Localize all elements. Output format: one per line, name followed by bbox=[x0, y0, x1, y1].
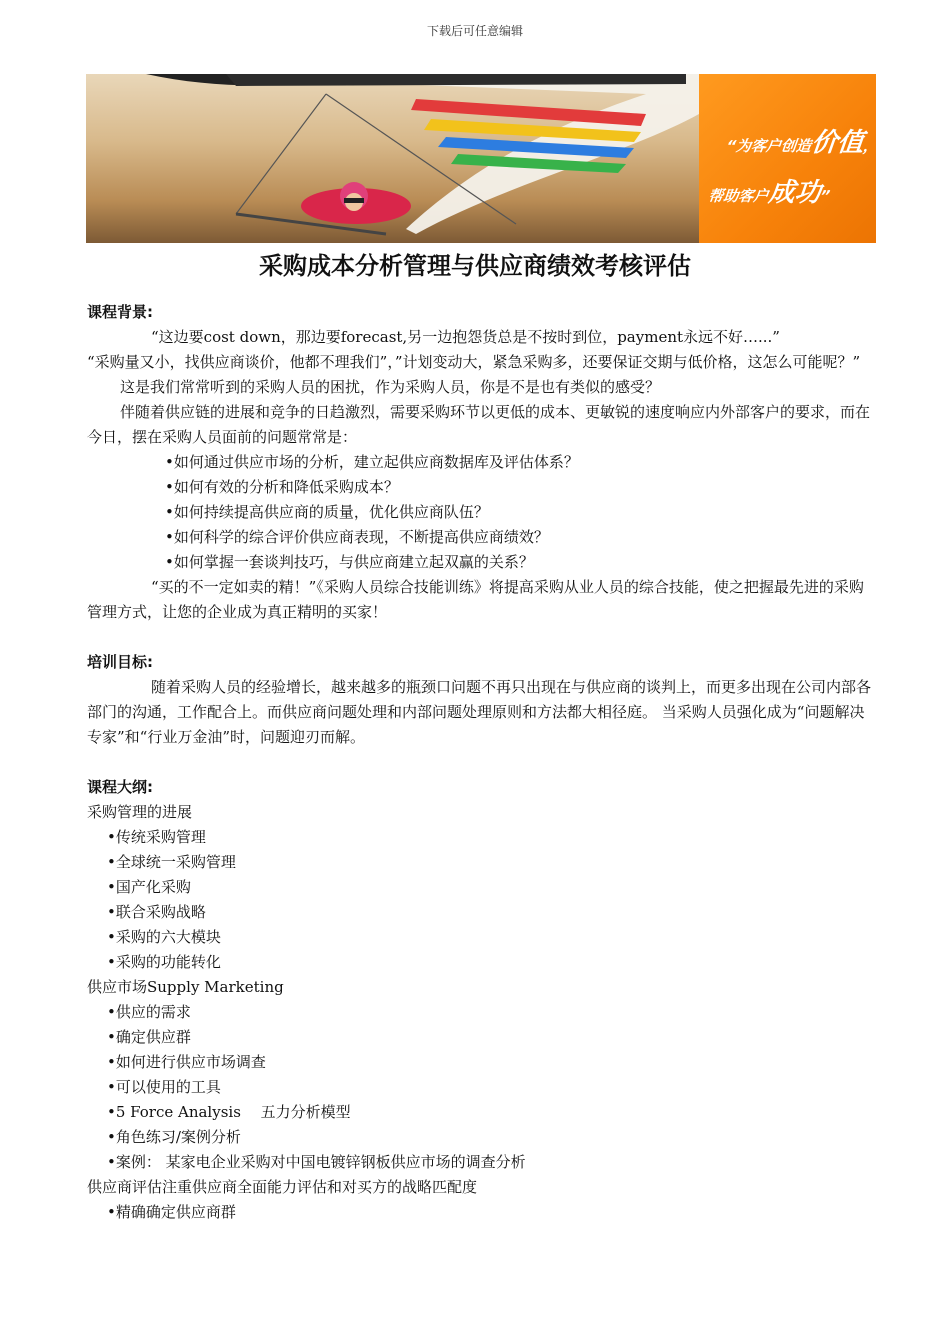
outline-item: •采购的六大模块 bbox=[107, 928, 221, 946]
outline-item: •案例： 某家电企业采购对中国电镀锌钢板供应市场的调查分析 bbox=[107, 1153, 526, 1171]
banner-image bbox=[86, 74, 880, 243]
background-bullet: •如何有效的分析和降低采购成本？ bbox=[165, 478, 399, 496]
header-note: 下载后可任意编辑 bbox=[426, 24, 523, 38]
outline-item: •传统采购管理 bbox=[107, 828, 206, 846]
background-quote-2: “采购量又小，找供应商谈价，他都不理我们”，”计划变动大，紧急采购多，还要保证交期与低价格，这怎么可能呢？” bbox=[87, 353, 861, 371]
objective-heading: 培训目标: bbox=[87, 653, 153, 671]
document-title: 采购成本分析管理与供应商绩效考核评估 bbox=[259, 252, 691, 280]
outline-item: •如何进行供应市场调查 bbox=[107, 1053, 266, 1071]
outline-item: •全球统一采购管理 bbox=[107, 853, 236, 871]
outline-item: •国产化采购 bbox=[107, 878, 191, 896]
background-bullet: •如何科学的综合评价供应商表现，不断提高供应商绩效？ bbox=[165, 528, 549, 546]
slogan-line-2: 帮助客户成功” bbox=[707, 178, 832, 208]
background-para-3: “买的不一定如卖的精！”《采购人员综合技能训练》将提高采购从业人员的综合技能，使之把握最先进的采购管理方式，让您的企业成为真正精明的买家！ bbox=[87, 578, 864, 621]
outline-section-1: 采购管理的进展 bbox=[87, 803, 193, 821]
hang-glider-photo bbox=[86, 74, 699, 243]
outline-item: •可以使用的工具 bbox=[107, 1078, 221, 1096]
outline-item: •采购的功能转化 bbox=[107, 953, 221, 971]
slogan-panel bbox=[699, 74, 880, 243]
background-quote-1: “这边要cost down，那边要forecast,另一边抱怨货总是不按时到位，payment永远不好…...” bbox=[151, 328, 780, 346]
objective-para: 随着采购人员的经验增长，越来越多的瓶颈口问题不再只出现在与供应商的谈判上，而更多出现在公司内部各部门的沟通，工作配合上。而供应商问题处理和内部问题处理原则和方法都大相径庭。 当采购人员强化成为“问题解决专家”和“行业万金油”时，问题迎刃而解。 bbox=[87, 678, 872, 746]
outline-item: •精确确定供应商群 bbox=[107, 1203, 236, 1221]
background-bullet: •如何掌握一套谈判技巧，与供应商建立起双赢的关系？ bbox=[165, 553, 534, 571]
outline-heading: 课程大纲: bbox=[87, 778, 153, 796]
outline-item: •角色练习/案例分析 bbox=[107, 1128, 241, 1146]
hang-glider-illustration bbox=[86, 74, 699, 243]
outline-section-2: 供应市场Supply Marketing bbox=[87, 978, 284, 996]
background-para-1: 这是我们常常听到的采购人员的困扰，作为采购人员，你是不是也有类似的感受？ bbox=[120, 378, 661, 396]
background-bullet: •如何持续提高供应商的质量，优化供应商队伍？ bbox=[165, 503, 489, 521]
outline-item: •确定供应群 bbox=[107, 1028, 191, 1046]
outline-item: •5 Force Analysis 五力分析模型 bbox=[107, 1103, 351, 1121]
outline-section-3: 供应商评估注重供应商全面能力评估和对买方的战略匹配度 bbox=[87, 1178, 478, 1196]
document-body bbox=[87, 300, 877, 1225]
outline-item: •联合采购战略 bbox=[107, 903, 206, 921]
background-heading: 课程背景: bbox=[87, 303, 153, 321]
background-bullet: •如何通过供应市场的分析，建立起供应商数据库及评估体系？ bbox=[165, 453, 579, 471]
slogan-line-1: “为客户创造价值， bbox=[725, 128, 880, 158]
outline-item: •供应的需求 bbox=[107, 1003, 191, 1021]
background-para-2: 伴随着供应链的进展和竞争的日趋激烈，需要采购环节以更低的成本、更敏锐的速度响应内外部客户的要求，而在今日，摆在采购人员面前的问题常常是： bbox=[87, 403, 871, 446]
